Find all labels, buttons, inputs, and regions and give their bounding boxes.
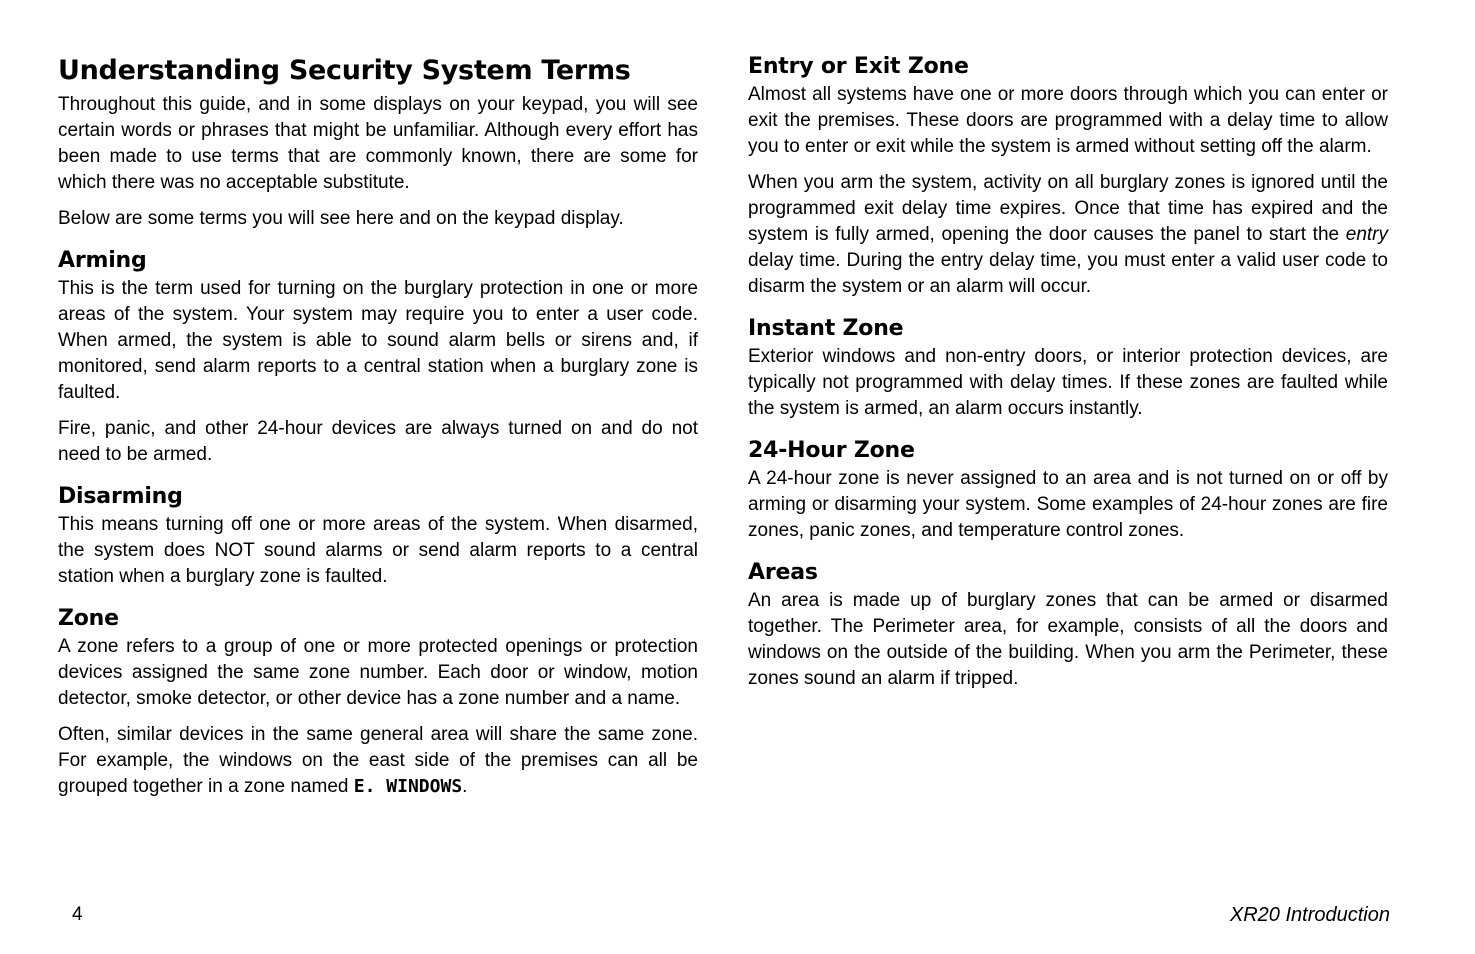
intro-paragraph: Throughout this guide, and in some displays on your keypad, you will see certain words or phrases that might be unfamiliar. Although every effort has been made to use terms that are commonly known, there are some for which there was no acceptable substitute. [58, 94, 698, 193]
left-column [58, 52, 698, 800]
right-column [748, 52, 1388, 692]
page-title: Understanding Security System Terms [58, 55, 631, 86]
zone-paragraph: A zone refers to a group of one or more protected openings or protection devices assigned the same zone number. Each door or window, motion detector, smoke detector, or other device has a zone number and a name. [58, 636, 698, 709]
section-heading-24-hour-zone: 24-Hour Zone [748, 438, 915, 463]
zone-name-example: E. WINDOWS [353, 776, 463, 797]
footer-section-title: XR20 Introduction [1229, 904, 1390, 926]
areas-paragraph: An area is made up of burglary zones that can be armed or disarmed together. The Perimeter area, for example, consists of all the doors and windows on the outside of the building. When you arm the Perimeter, these zones sound an alarm if tripped. [748, 590, 1388, 689]
section-heading-areas: Areas [748, 560, 818, 585]
section-heading-disarming: Disarming [58, 484, 183, 509]
entry-exit-paragraph [748, 170, 1388, 300]
section-heading-arming: Arming [58, 248, 147, 273]
section-heading-instant-zone: Instant Zone [748, 316, 904, 341]
entry-exit-text: When you arm the system, activity on all burglary zones is ignored until the programmed exit delay time expires. Once that time has expired and the system is fully armed, opening the door causes the panel to start the [748, 172, 1388, 245]
arming-paragraph: This is the term used for turning on the burglary protection in one or more areas of the system. Your system may require you to enter a user code. When armed, the system is able to sound alarm bells or sirens and, if monitored, send alarm reports to a central station when a burglary zone is faulted. [58, 278, 698, 403]
intro-paragraph: Below are some terms you will see here and on the keypad display. [58, 208, 624, 229]
zone-paragraph [58, 722, 698, 800]
arming-paragraph: Fire, panic, and other 24-hour devices are always turned on and do not need to be armed. [58, 418, 698, 465]
disarming-paragraph: This means turning off one or more areas of the system. When disarmed, the system does NOT sound alarms or send alarm reports to a central station when a burglary zone is faulted. [58, 514, 698, 587]
zone-text: Often, similar devices in the same general area will share the same zone. For example, the windows on the east side of the premises can all be grouped together in a zone named [58, 724, 698, 797]
instant-zone-paragraph: Exterior windows and non-entry doors, or interior protection devices, are typically not programmed with delay times. If these zones are faulted while the system is armed, an alarm occurs instantly. [748, 346, 1388, 419]
entry-exit-text: delay time. During the entry delay time, you must enter a valid user code to disarm the system or an alarm will occur. [748, 250, 1388, 297]
24-hour-zone-paragraph: A 24-hour zone is never assigned to an area and is not turned on or off by arming or disarming your system. Some examples of 24-hour zones are fire zones, panic zones, and temperature control zones. [748, 468, 1388, 541]
entry-exit-paragraph: Almost all systems have one or more doors through which you can enter or exit the premises. These doors are programmed with a delay time to allow you to enter or exit while the system is armed without setting off the alarm. [748, 84, 1388, 157]
page-number: 4 [72, 904, 83, 925]
section-heading-zone: Zone [58, 606, 119, 631]
zone-text: . [462, 776, 468, 797]
entry-emphasis: entry [1345, 224, 1388, 245]
section-heading-entry-exit-zone: Entry or Exit Zone [748, 54, 969, 79]
